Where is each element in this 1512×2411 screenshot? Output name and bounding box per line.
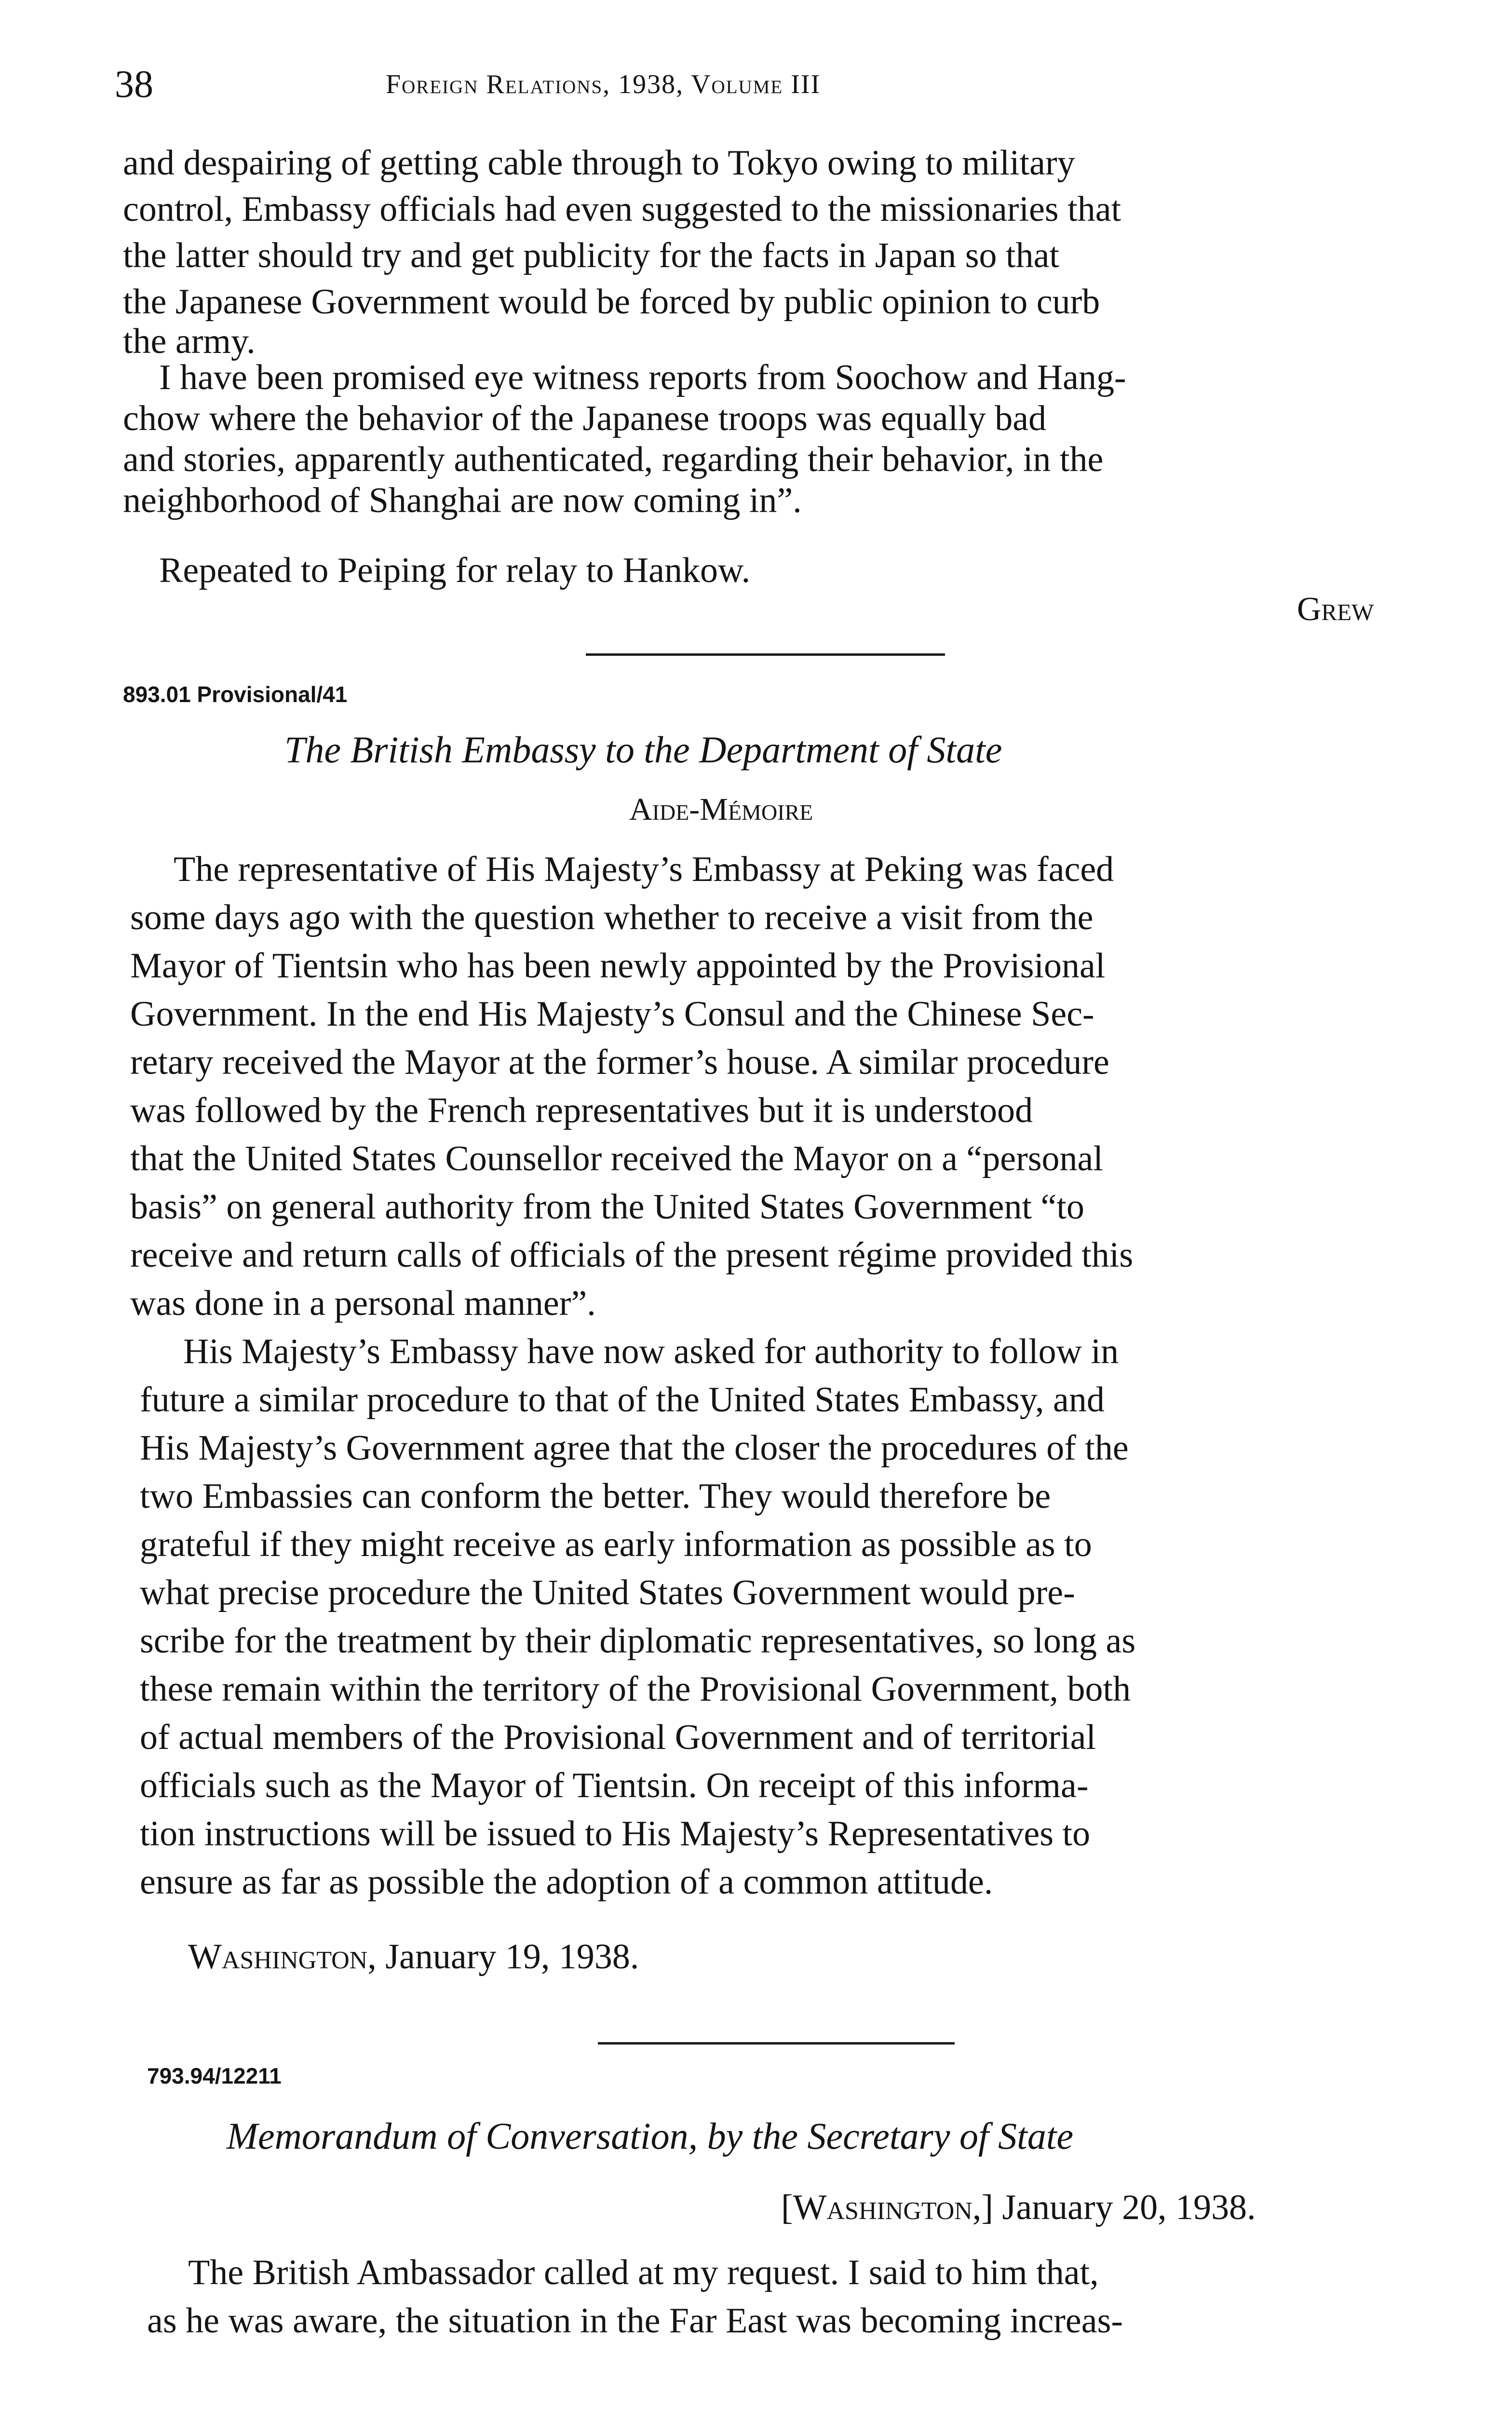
body-line: and despairing of getting cable through to Tokyo owing to military: [123, 143, 1075, 183]
body-line: as he was aware, the situation in the Far East was becoming increas-: [147, 2301, 1123, 2341]
body-line: of actual members of the Provisional Government and of territorial: [140, 1718, 1096, 1757]
body-line: the latter should try and get publicity for the facts in Japan so that: [123, 236, 1059, 275]
dateline-date: January 19, 1938.: [385, 1937, 639, 1977]
body-line: grateful if they might receive as early information as possible as to: [140, 1525, 1092, 1564]
body-line: the Japanese Government would be forced by public opinion to curb: [123, 282, 1100, 322]
body-line: I have been promised eye witness reports from Soochow and Hang-: [159, 358, 1126, 397]
body-line: basis” on general authority from the United States Government “to: [130, 1187, 1084, 1227]
body-line: retary received the Mayor at the former’s house. A similar procedure: [130, 1043, 1109, 1082]
dateline-place: Washington,: [188, 1937, 377, 1977]
body-line: the army.: [123, 322, 256, 361]
section-divider: [598, 2042, 955, 2045]
body-line: that the United States Counsellor received the Mayor on a “personal: [130, 1139, 1103, 1178]
body-line: future a similar procedure to that of the United States Embassy, and: [140, 1380, 1105, 1420]
body-line: what precise procedure the United States Government would pre-: [140, 1573, 1075, 1612]
body-line: officials such as the Mayor of Tientsin. On receipt of this informa-: [140, 1766, 1089, 1805]
section-divider: [586, 653, 945, 656]
body-line: was done in a personal manner”.: [130, 1284, 596, 1323]
body-line: The British Ambassador called at my request. I said to him that,: [188, 2253, 1099, 2292]
body-line: chow where the behavior of the Japanese troops was equally bad: [123, 399, 1047, 438]
signature-grew: Grew: [1297, 591, 1374, 628]
body-line: ensure as far as possible the adoption of a common attitude.: [140, 1862, 993, 1902]
body-line: Government. In the end His Majesty’s Consul and the Chinese Sec-: [130, 994, 1094, 1034]
body-line: His Majesty’s Government agree that the closer the procedures of the: [140, 1428, 1129, 1468]
body-line: two Embassies can conform the better. They would therefore be: [140, 1476, 1051, 1516]
document-title: Memorandum of Conversation, by the Secretary of State: [227, 2115, 1074, 2157]
body-line: was followed by the French representatives but it is understood: [130, 1091, 1033, 1130]
dateline-place: [Washington,]: [781, 2188, 994, 2227]
page-number: 38: [115, 63, 153, 106]
body-line: Mayor of Tientsin who has been newly appointed by the Provisional: [130, 946, 1106, 986]
body-line: neighborhood of Shanghai are now coming in”.: [123, 481, 802, 520]
body-line: tion instructions will be issued to His Majesty’s Representatives to: [140, 1814, 1091, 1854]
body-line: The representative of His Majesty’s Embassy at Peking was faced: [174, 850, 1114, 889]
body-line: receive and return calls of officials of the present régime provided this: [130, 1235, 1134, 1275]
file-number: 793.94/12211: [147, 2063, 282, 2088]
document-title: The British Embassy to the Department of State: [284, 729, 1002, 771]
dateline-date: January 20, 1938.: [1002, 2188, 1256, 2227]
body-line: His Majesty’s Embassy have now asked for authority to follow in: [183, 1332, 1119, 1371]
body-line: some days ago with the question whether to receive a visit from the: [130, 898, 1094, 937]
running-title: Foreign Relations, 1938, Volume III: [386, 69, 821, 99]
repeated-note: Repeated to Peiping for relay to Hankow.: [159, 551, 751, 590]
body-line: control, Embassy officials had even suggested to the missionaries that: [123, 190, 1121, 229]
body-line: these remain within the territory of the Provisional Government, both: [140, 1669, 1131, 1709]
body-line: scribe for the treatment by their diplomatic representatives, so long as: [140, 1621, 1136, 1661]
dateline: [188, 1934, 639, 1980]
dateline: [781, 2184, 1256, 2231]
document-subtitle: Aide-Mémoire: [629, 792, 813, 827]
body-line: and stories, apparently authenticated, regarding their behavior, in the: [123, 440, 1104, 479]
file-number: 893.01 Provisional/41: [123, 682, 348, 707]
